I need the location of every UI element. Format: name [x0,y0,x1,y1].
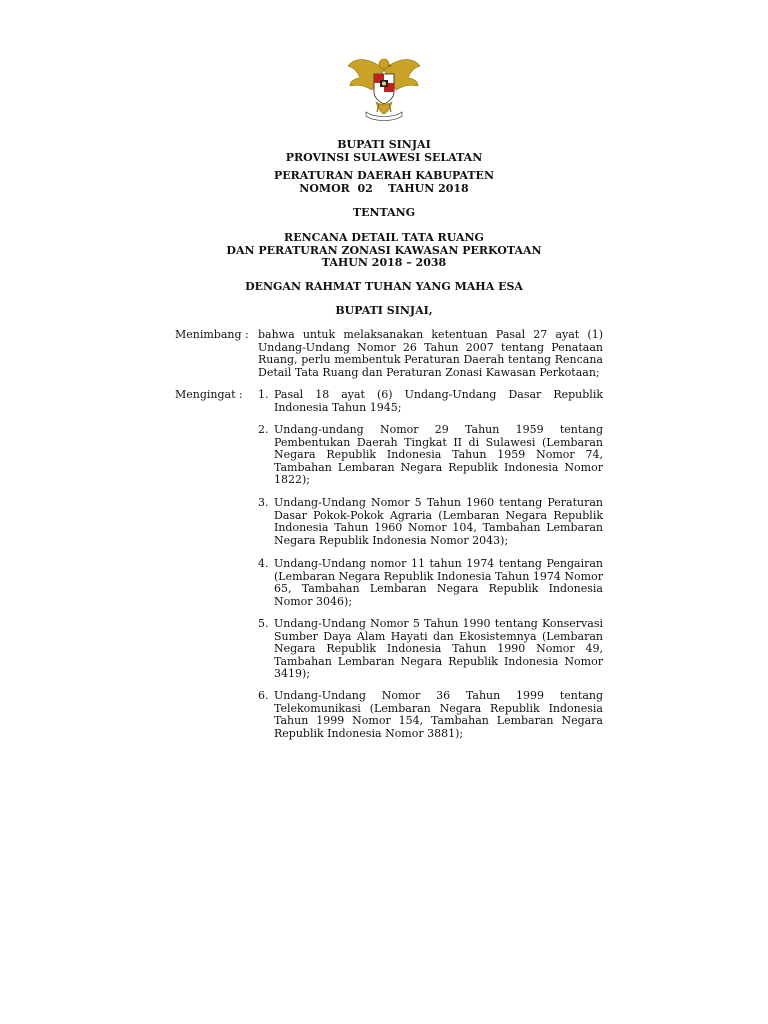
list-item-text: Undang-Undang Nomor 5 Tahun 1990 tentang Konservasi Sumber Daya Alam Hayati dan Ekosistemnya (Lembaran Negara Republik Indonesia Tahun 1990 Nomor 49, Tambahan Lembaran Negara Republik Indonesia Nomor 3419); [274,617,603,680]
list-item [258,618,603,681]
heading-rahmat: DENGAN RAHMAT TUHAN YANG MAHA ESA [245,280,523,293]
list-item [258,690,603,740]
heading-rencana: RENCANA DETAIL TATA RUANG [284,231,484,244]
list-item-number: 5. [258,617,269,630]
menimbang-label: Menimbang : [175,328,249,341]
list-item-number: 6. [258,689,269,702]
list-item [258,389,603,414]
title-block [0,139,768,164]
list-item-text: Pasal 18 ayat (6) Undang-Undang Dasar Republik Indonesia Tahun 1945; [274,388,603,414]
list-item-text: Undang-undang Nomor 29 Tahun 1959 tentang Pembentukan Daerah Tingkat II di Sulawesi (Lembaran Negara Republik Indonesia Tahun 1959 Nomor 74, Tambahan Lembaran Negara Republik Indonesia Nomor 1822); [274,423,603,486]
subject-block [0,232,768,270]
preamble-block [0,281,768,294]
heading-bupati-sinjai: BUPATI SINJAI, [335,304,433,317]
list-item-text: Undang-Undang Nomor 5 Tahun 1960 tentang Peraturan Dasar Pokok-Pokok Agraria (Lembaran Negara Republik Indonesia Tahun 1960 Nomor 104, Tambahan Lembaran Negara Republik Indonesia Nomor 2043); [274,496,603,547]
list-item [258,558,603,608]
list-item [258,497,603,547]
list-item-text: Undang-Undang nomor 11 tahun 1974 tentang Pengairan (Lembaran Negara Republik Indonesia Tahun 1974 Nomor 65, Tambahan Lembaran Negara Republik Indonesia Nomor 3046); [274,557,603,608]
list-item-number: 2. [258,423,269,436]
list-item-text: Undang-Undang Nomor 36 Tahun 1999 tentang Telekomunikasi (Lembaran Negara Republik Indonesia Tahun 1999 Nomor 154, Tambahan Lembaran Negara Republik Indonesia Nomor 3881); [274,689,603,740]
heading-tentang: TENTANG [352,206,416,219]
tentang-block [0,207,768,220]
bupati-signoff-block [0,305,768,318]
menimbang-text: bahwa untuk melaksanakan ketentuan Pasal 27 ayat (1) Undang-Undang Nomor 26 Tahun 2007 tentang Penataan Ruang, perlu membentuk Peraturan Daerah tentang Rencana Detail Tata Ruang dan Peraturan Zonasi Kawasan Perkotaan; [258,328,603,379]
list-item-number: 1. [258,388,269,401]
heading-nomor: NOMOR 02 TAHUN 2018 [299,181,469,195]
heading-bupati: BUPATI SINJAI [337,138,431,151]
mengingat-label: Mengingat : [175,388,243,401]
heading-tahun: TAHUN 2018 – 2038 [321,256,447,269]
heading-peraturan: PERATURAN DAERAH KABUPATEN [274,169,494,182]
heading-zonasi: DAN PERATURAN ZONASI KAWASAN PERKOTAAN [226,243,542,257]
list-item-number: 4. [258,557,269,570]
regulation-block [0,170,768,195]
heading-provinsi: PROVINSI SULAWESI SELATAN [285,150,483,164]
list-item [258,424,603,487]
list-item-number: 3. [258,496,269,509]
garuda-emblem-icon [344,52,424,122]
